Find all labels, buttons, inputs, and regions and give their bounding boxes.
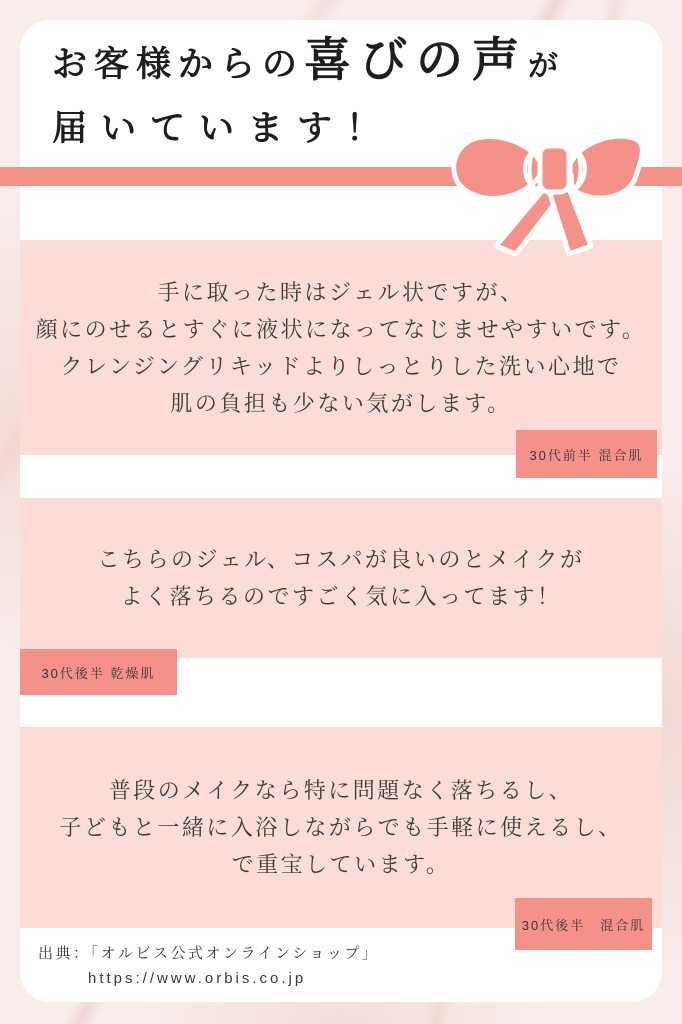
title-prefix: お客様からの [52,45,305,84]
testimonial-2-line: よく落ちるのですごく気に入ってます！ [120,584,562,609]
testimonial-1-line: 肌の負担も少ない気がします。 [170,390,512,416]
title-emphasis: 喜びの声 [304,33,529,86]
title-suffix: が [528,50,566,83]
testimonial-card-2 [20,498,662,658]
source-line: 出典：「オルビス公式オンラインショップ」 [38,945,380,962]
title-line-1 [52,30,632,97]
page-title [52,30,632,159]
testimonial-1-line: クレンジングリキッドよりしっとりした洗い心地で [60,353,622,379]
source-url: https://www.orbis.co.jp [88,970,307,987]
title-line-2: 届いています！ [52,109,396,148]
testimonial-card-1 [20,240,662,455]
reviewer-tag-3: 30代後半 混合肌 [515,898,652,950]
testimonial-3-line: で重宝しています。 [231,852,451,877]
source-citation [38,941,379,991]
testimonial-3-line: 子どもと一緒に入浴しながらでも手軽に使えるし、 [59,815,623,840]
reviewer-tag-1: 30代前半 混合肌 [516,430,657,478]
testimonial-1-line: 手に取った時はジェル状ですが、 [157,279,525,305]
reviewer-tag-2: 30代後半 乾燥肌 [20,649,177,695]
testimonial-3-line: 普段のメイクなら特に問題なく落ちるし、 [108,778,574,803]
testimonial-1-line: 顔にのせるとすぐに液状になってなじませやすいです。 [35,316,647,342]
testimonial-2-line: こちらのジェル、コスパが良いのとメイクが [97,547,585,572]
